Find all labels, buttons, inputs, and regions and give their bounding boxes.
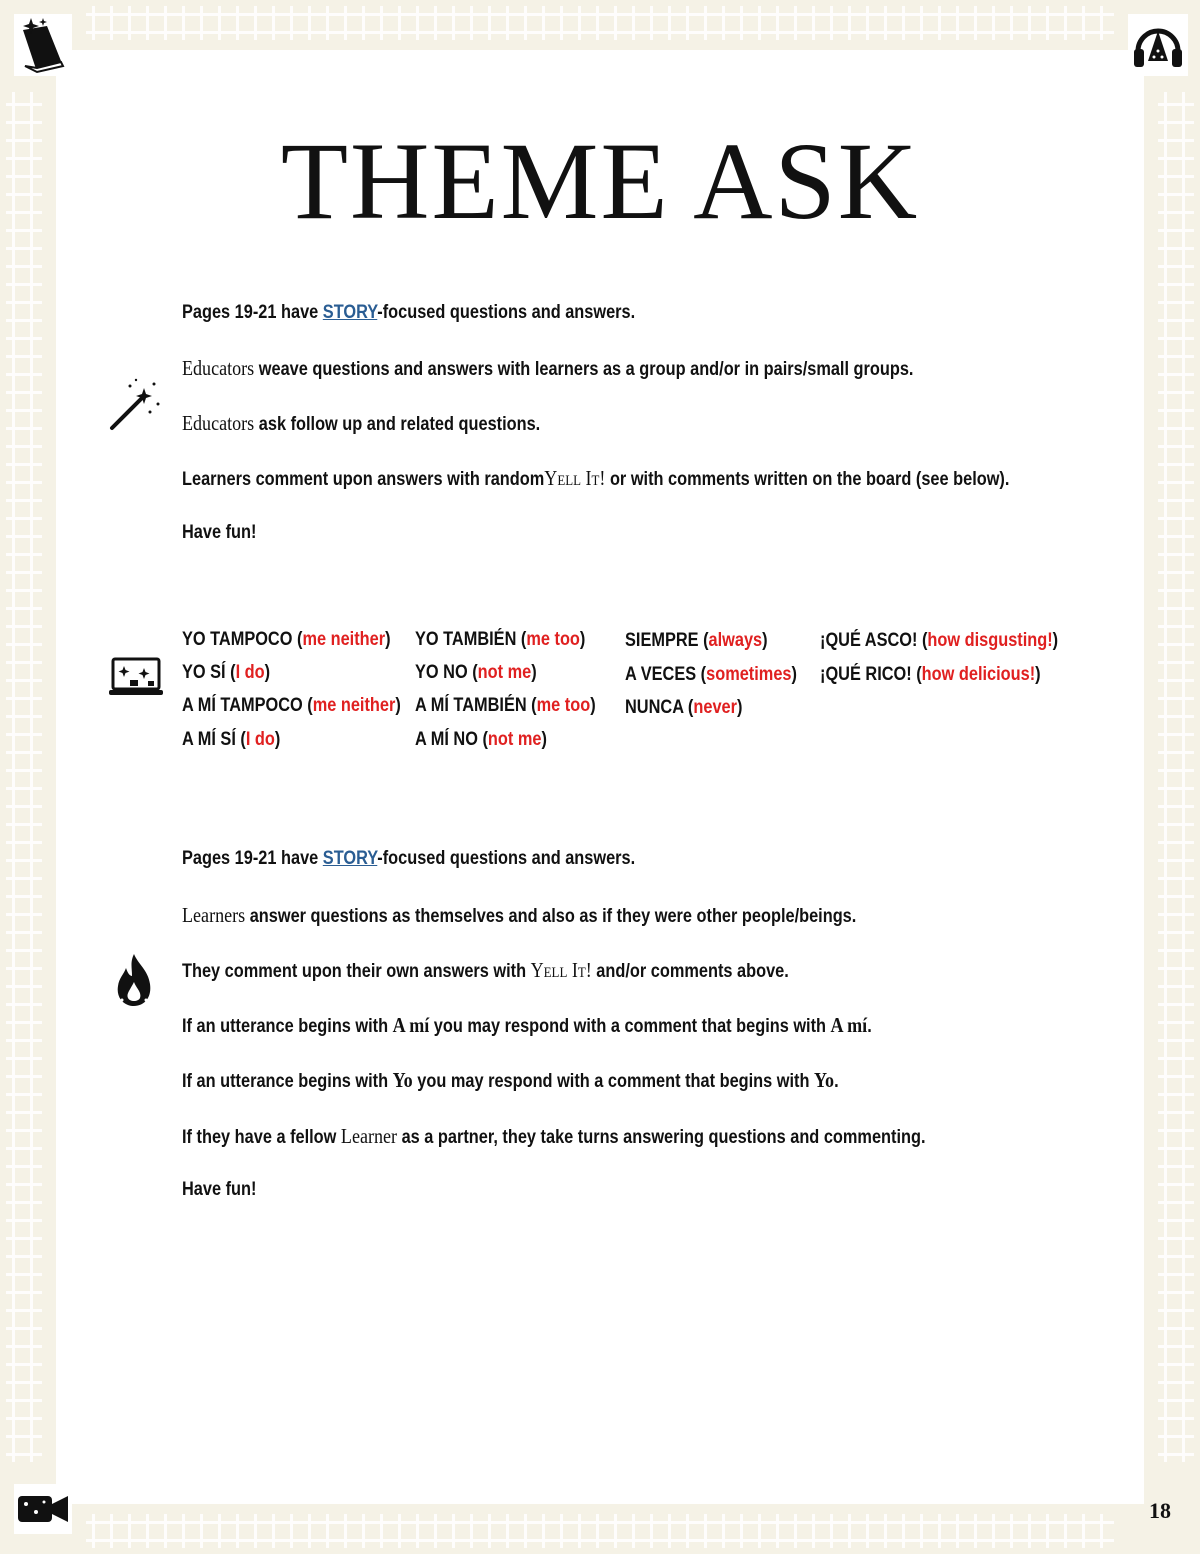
page-number: 18	[1149, 1498, 1171, 1523]
border-left	[6, 92, 42, 1462]
s1-have-fun: Have fun!	[182, 522, 257, 543]
phrase-item: A MÍ NO (not me)	[415, 729, 547, 750]
page-content-area	[56, 50, 1144, 1504]
term-a-mi: A mí	[392, 1013, 430, 1037]
story-link[interactable]: STORY	[322, 302, 378, 323]
headphones-icon[interactable]	[1128, 14, 1188, 76]
border-bottom	[86, 1514, 1114, 1548]
phrase-item: A MÍ SÍ (I do)	[182, 729, 281, 750]
s2-line4	[182, 1013, 872, 1038]
yell-it-term: Yell It!	[530, 958, 592, 982]
phrase-item: A VECES (sometimes)	[625, 664, 797, 685]
s1-line4-text-end: or with comments written on the board (see below).	[605, 469, 1010, 490]
phrase-item: ¡QUÉ ASCO! (how disgusting!)	[820, 630, 1059, 651]
s2-line4-text-end: .	[867, 1016, 872, 1037]
s2-line4-text-mid: you may respond with a comment that begins with	[429, 1016, 831, 1037]
role-learners: Learners	[182, 903, 246, 927]
s1-line1-text-end: -focused questions and answers.	[377, 302, 636, 323]
phrase-item: NUNCA (never)	[625, 697, 743, 718]
fire-icon	[112, 952, 156, 1008]
s2-line5-text-end: .	[834, 1071, 839, 1092]
book-icon[interactable]	[14, 14, 72, 76]
phrase-item: SIEMPRE (always)	[625, 630, 768, 651]
s2-have-fun: Have fun!	[182, 1179, 257, 1200]
story-link[interactable]: STORY	[322, 848, 378, 869]
s2-line2	[182, 903, 856, 928]
s1-line4-text: Learners comment upon answers with random	[182, 469, 545, 490]
role-learner: Learner	[340, 1124, 398, 1148]
border-top	[86, 6, 1114, 40]
s2-line4-text: If an utterance begins with	[182, 1016, 393, 1037]
page-title: THEME ASK	[280, 120, 920, 242]
role-educators: Educators	[182, 411, 255, 435]
s1-line2	[182, 356, 913, 381]
s1-line3	[182, 411, 540, 436]
s2-line5	[182, 1068, 839, 1093]
phrase-item: YO TAMPOCO (me neither)	[182, 629, 391, 650]
term-a-mi: A mí	[830, 1013, 868, 1037]
magic-wand-icon	[106, 376, 164, 434]
term-yo: Yo	[392, 1068, 413, 1092]
s2-line3-text: They comment upon their own answers with	[182, 961, 531, 982]
phrase-item: YO TAMBIÉN (me too)	[415, 629, 586, 650]
s2-line6-text: If they have a fellow	[182, 1127, 341, 1148]
s2-line6	[182, 1124, 926, 1149]
s1-line2-text: weave questions and answers with learners as a group and/or in pairs/small groups.	[254, 359, 914, 380]
phrase-item: YO NO (not me)	[415, 662, 537, 683]
s2-line1-text-end: -focused questions and answers.	[377, 848, 636, 869]
s2-line2-text: answer questions as themselves and also as if they were other people/beings.	[245, 906, 857, 927]
s2-line1	[182, 848, 635, 870]
s1-line3-text: ask follow up and related questions.	[254, 414, 541, 435]
term-yo: Yo	[814, 1068, 835, 1092]
s2-line3	[182, 958, 789, 983]
role-educators: Educators	[182, 356, 255, 380]
phrase-item: A MÍ TAMBIÉN (me too)	[415, 695, 596, 716]
s2-line3-text-end: and/or comments above.	[591, 961, 789, 982]
border-right	[1158, 92, 1194, 1462]
s2-line1-text: Pages 19-21 have	[182, 848, 323, 869]
s1-line4	[182, 466, 1009, 491]
phrase-item: A MÍ TAMPOCO (me neither)	[182, 695, 401, 716]
classroom-board-icon	[108, 656, 164, 698]
phrase-item: YO SÍ (I do)	[182, 662, 271, 683]
video-camera-icon[interactable]	[14, 1484, 72, 1534]
s2-line5-text: If an utterance begins with	[182, 1071, 393, 1092]
s2-line6-text-end: as a partner, they take turns answering questions and commenting.	[397, 1127, 926, 1148]
yell-it-term: Yell It!	[544, 466, 606, 490]
phrase-item: ¡QUÉ RICO! (how delicious!)	[820, 664, 1041, 685]
s2-line5-text-mid: you may respond with a comment that begins with	[412, 1071, 815, 1092]
s1-line1	[182, 302, 635, 324]
s1-line1-text: Pages 19-21 have	[182, 302, 323, 323]
